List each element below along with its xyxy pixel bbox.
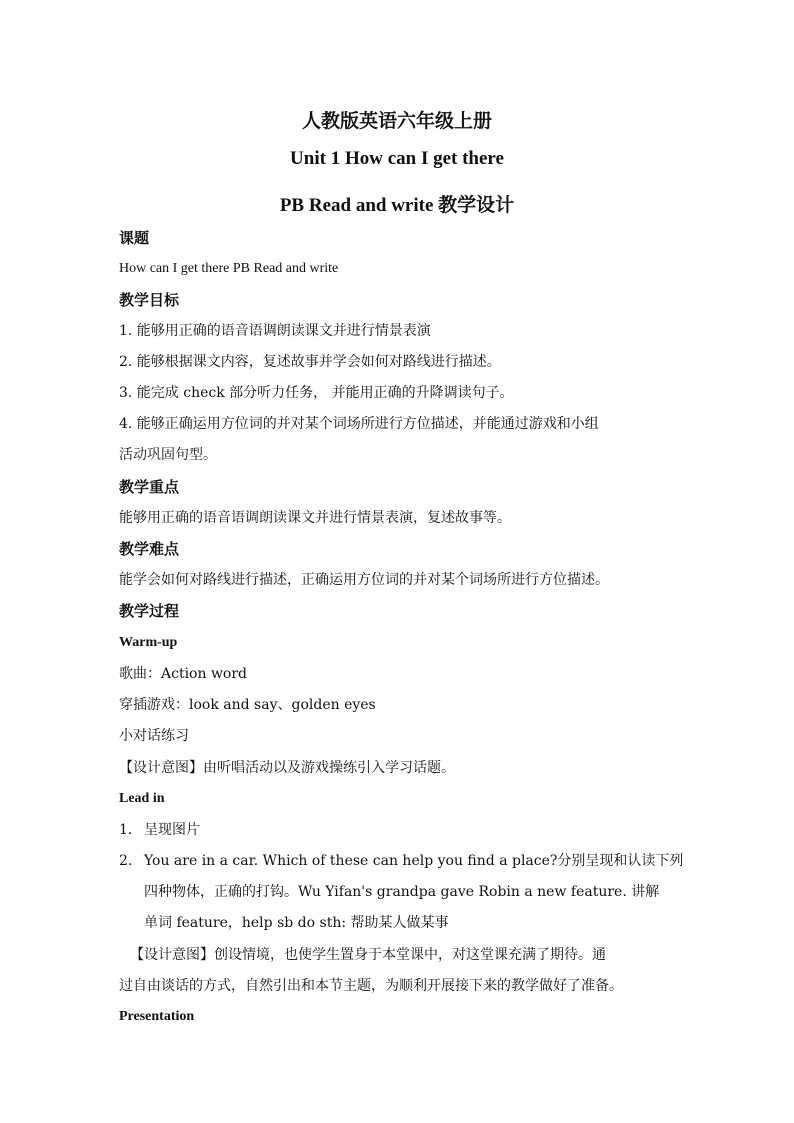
leadin-item-text: 单词 feature，help sb do sth: 帮助某人做某事 (144, 915, 449, 931)
leadin-item-text: 呈现图片 (144, 822, 200, 838)
leadin-intent: 【设计意图】创设情境，也使学生置身于本堂课中，对这堂课充满了期待。通 (130, 947, 606, 963)
topic-heading: 课题 (119, 229, 150, 247)
warmup-line: 歌曲：Action word (119, 666, 248, 682)
topic-text: How can I get there PB Read and write (119, 261, 339, 276)
objective-item: 2. 能够根据课文内容，复述故事并学会如何对路线进行描述。 (119, 354, 501, 370)
key-points-heading: 教学重点 (119, 478, 180, 496)
difficulties-heading: 教学难点 (119, 540, 180, 558)
warmup-heading: Warm-up (119, 635, 178, 650)
leadin-item-number: 2. (119, 853, 133, 869)
objective-item: 3. 能完成 check 部分听力任务， 并能用正确的升降调读句子。 (119, 385, 514, 401)
objectives-heading: 教学目标 (119, 291, 180, 309)
warmup-line: 小对话练习 (119, 728, 189, 744)
warmup-line: 穿插游戏：look and say、golden eyes (119, 697, 376, 713)
unit-title: Unit 1 How can I get there (290, 148, 504, 169)
leadin-item-text: You are in a car. Which of these can help you find a place?分别呈现和认读下列 (144, 853, 684, 869)
key-points-text: 能够用正确的语音语调朗读课文并进行情景表演，复述故事等。 (119, 510, 511, 526)
objective-item: 4. 能够正确运用方位词的并对某个词场所进行方位描述，并能通过游戏和小组 (119, 416, 599, 432)
leadin-item-text: 四种物体，正确的打钩。Wu Yifan's grandpa gave Robin a new feature. 讲解 (144, 884, 660, 900)
process-heading: 教学过程 (119, 602, 180, 620)
presentation-heading: Presentation (119, 1009, 195, 1024)
difficulties-text: 能学会如何对路线进行描述，正确运用方位词的并对某个词场所进行方位描述。 (119, 572, 609, 588)
lesson-title: PB Read and write 教学设计 (279, 195, 515, 216)
leadin-item-number: 1. (119, 822, 133, 838)
document-title: 人教版英语六年级上册 (301, 111, 492, 132)
leadin-heading: Lead in (119, 791, 165, 806)
warmup-intent: 【设计意图】由听唱活动以及游戏操练引入学习话题。 (119, 760, 455, 776)
leadin-intent: 过自由谈话的方式，自然引出和本节主题，为顺利开展接下来的教学做好了准备。 (119, 978, 623, 994)
objective-item: 1. 能够用正确的语音语调朗读课文并进行情景表演 (119, 323, 431, 339)
objective-item-continued: 活动巩固句型。 (119, 447, 217, 463)
